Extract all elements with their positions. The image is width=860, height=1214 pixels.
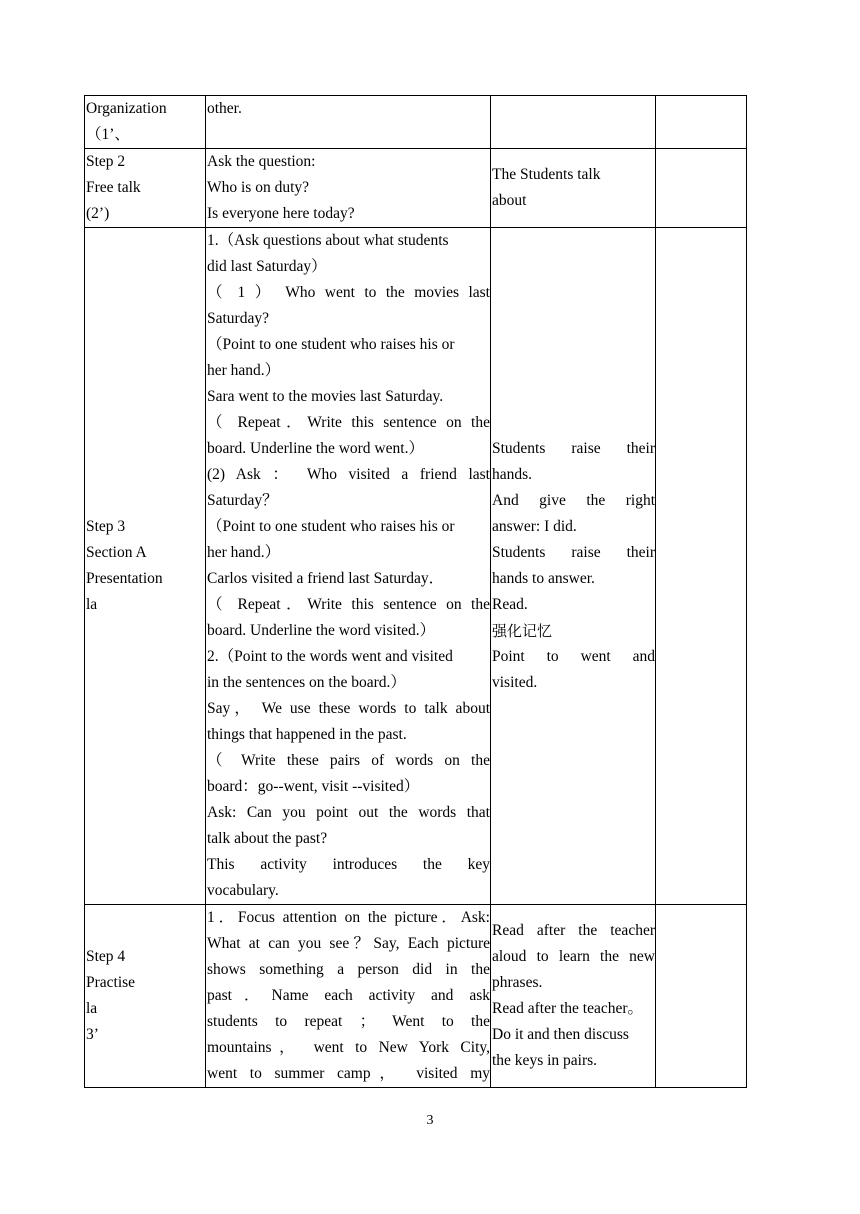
notes-cell (656, 905, 747, 1088)
table-row (85, 905, 747, 1088)
step-cell: Step 2 Free talk (2’) (85, 149, 206, 228)
step-cell: Step 4 Practise la 3’ (85, 905, 206, 1088)
teacher-activity-cell: 1.（Ask questions about what students did last Saturday） （ 1 ） Who went to the movies last Saturday? （Point to one student who raises his or her hand.） Sara went to the movies last Saturday. （ Repeat．Write this sentence on the board. Underline the word went.） (2) Ask ： Who visited a friend last Saturday？ （Point to one student who raises his or her hand.） Carlos visited a friend last Saturday． （ Repeat．Write this sentence on the board. Underline the word visited.） 2.（Point to the words went and visited in the sentences on the board.） Say， We use these words to talk about things that happened in the past. （ Write these pairs of words on the board：go--went, visit --visited） Ask: Can you point out the words that talk about the past? This activity introduces the key vocabulary. (206, 228, 491, 905)
student-activity-cell (491, 96, 656, 149)
table-row (85, 228, 747, 905)
step-cell: Organization （1’、 (85, 96, 206, 149)
notes-cell (656, 228, 747, 905)
student-activity-cell: Read after the teacher aloud to learn the new phrases. Read after the teacher。 Do it and then discuss the keys in pairs. (491, 905, 656, 1088)
table-row (85, 149, 747, 228)
page-number: 3 (426, 1113, 434, 1128)
student-activity-cell: The Students talk about (491, 149, 656, 228)
lesson-plan-table (84, 95, 747, 1088)
teacher-activity-cell: Ask the question: Who is on duty? Is everyone here today? (206, 149, 491, 228)
step-cell: Step 3 Section A Presentation la (85, 228, 206, 905)
teacher-activity-cell: 1．Focus attention on the picture．Ask: What at can you see？Say, Each picture shows something a person did in the past．Name each activity and ask students to repeat ； Went to the mountains， went to New York City, went to summer camp， visited my (206, 905, 491, 1088)
student-activity-cell: Students raise their hands. And give the right answer: I did. Students raise their hands to answer. Read. 强化记忆 Point to went and visited. (491, 228, 656, 905)
table-row (85, 96, 747, 149)
notes-cell (656, 96, 747, 149)
notes-cell (656, 149, 747, 228)
teacher-activity-cell: other. (206, 96, 491, 149)
